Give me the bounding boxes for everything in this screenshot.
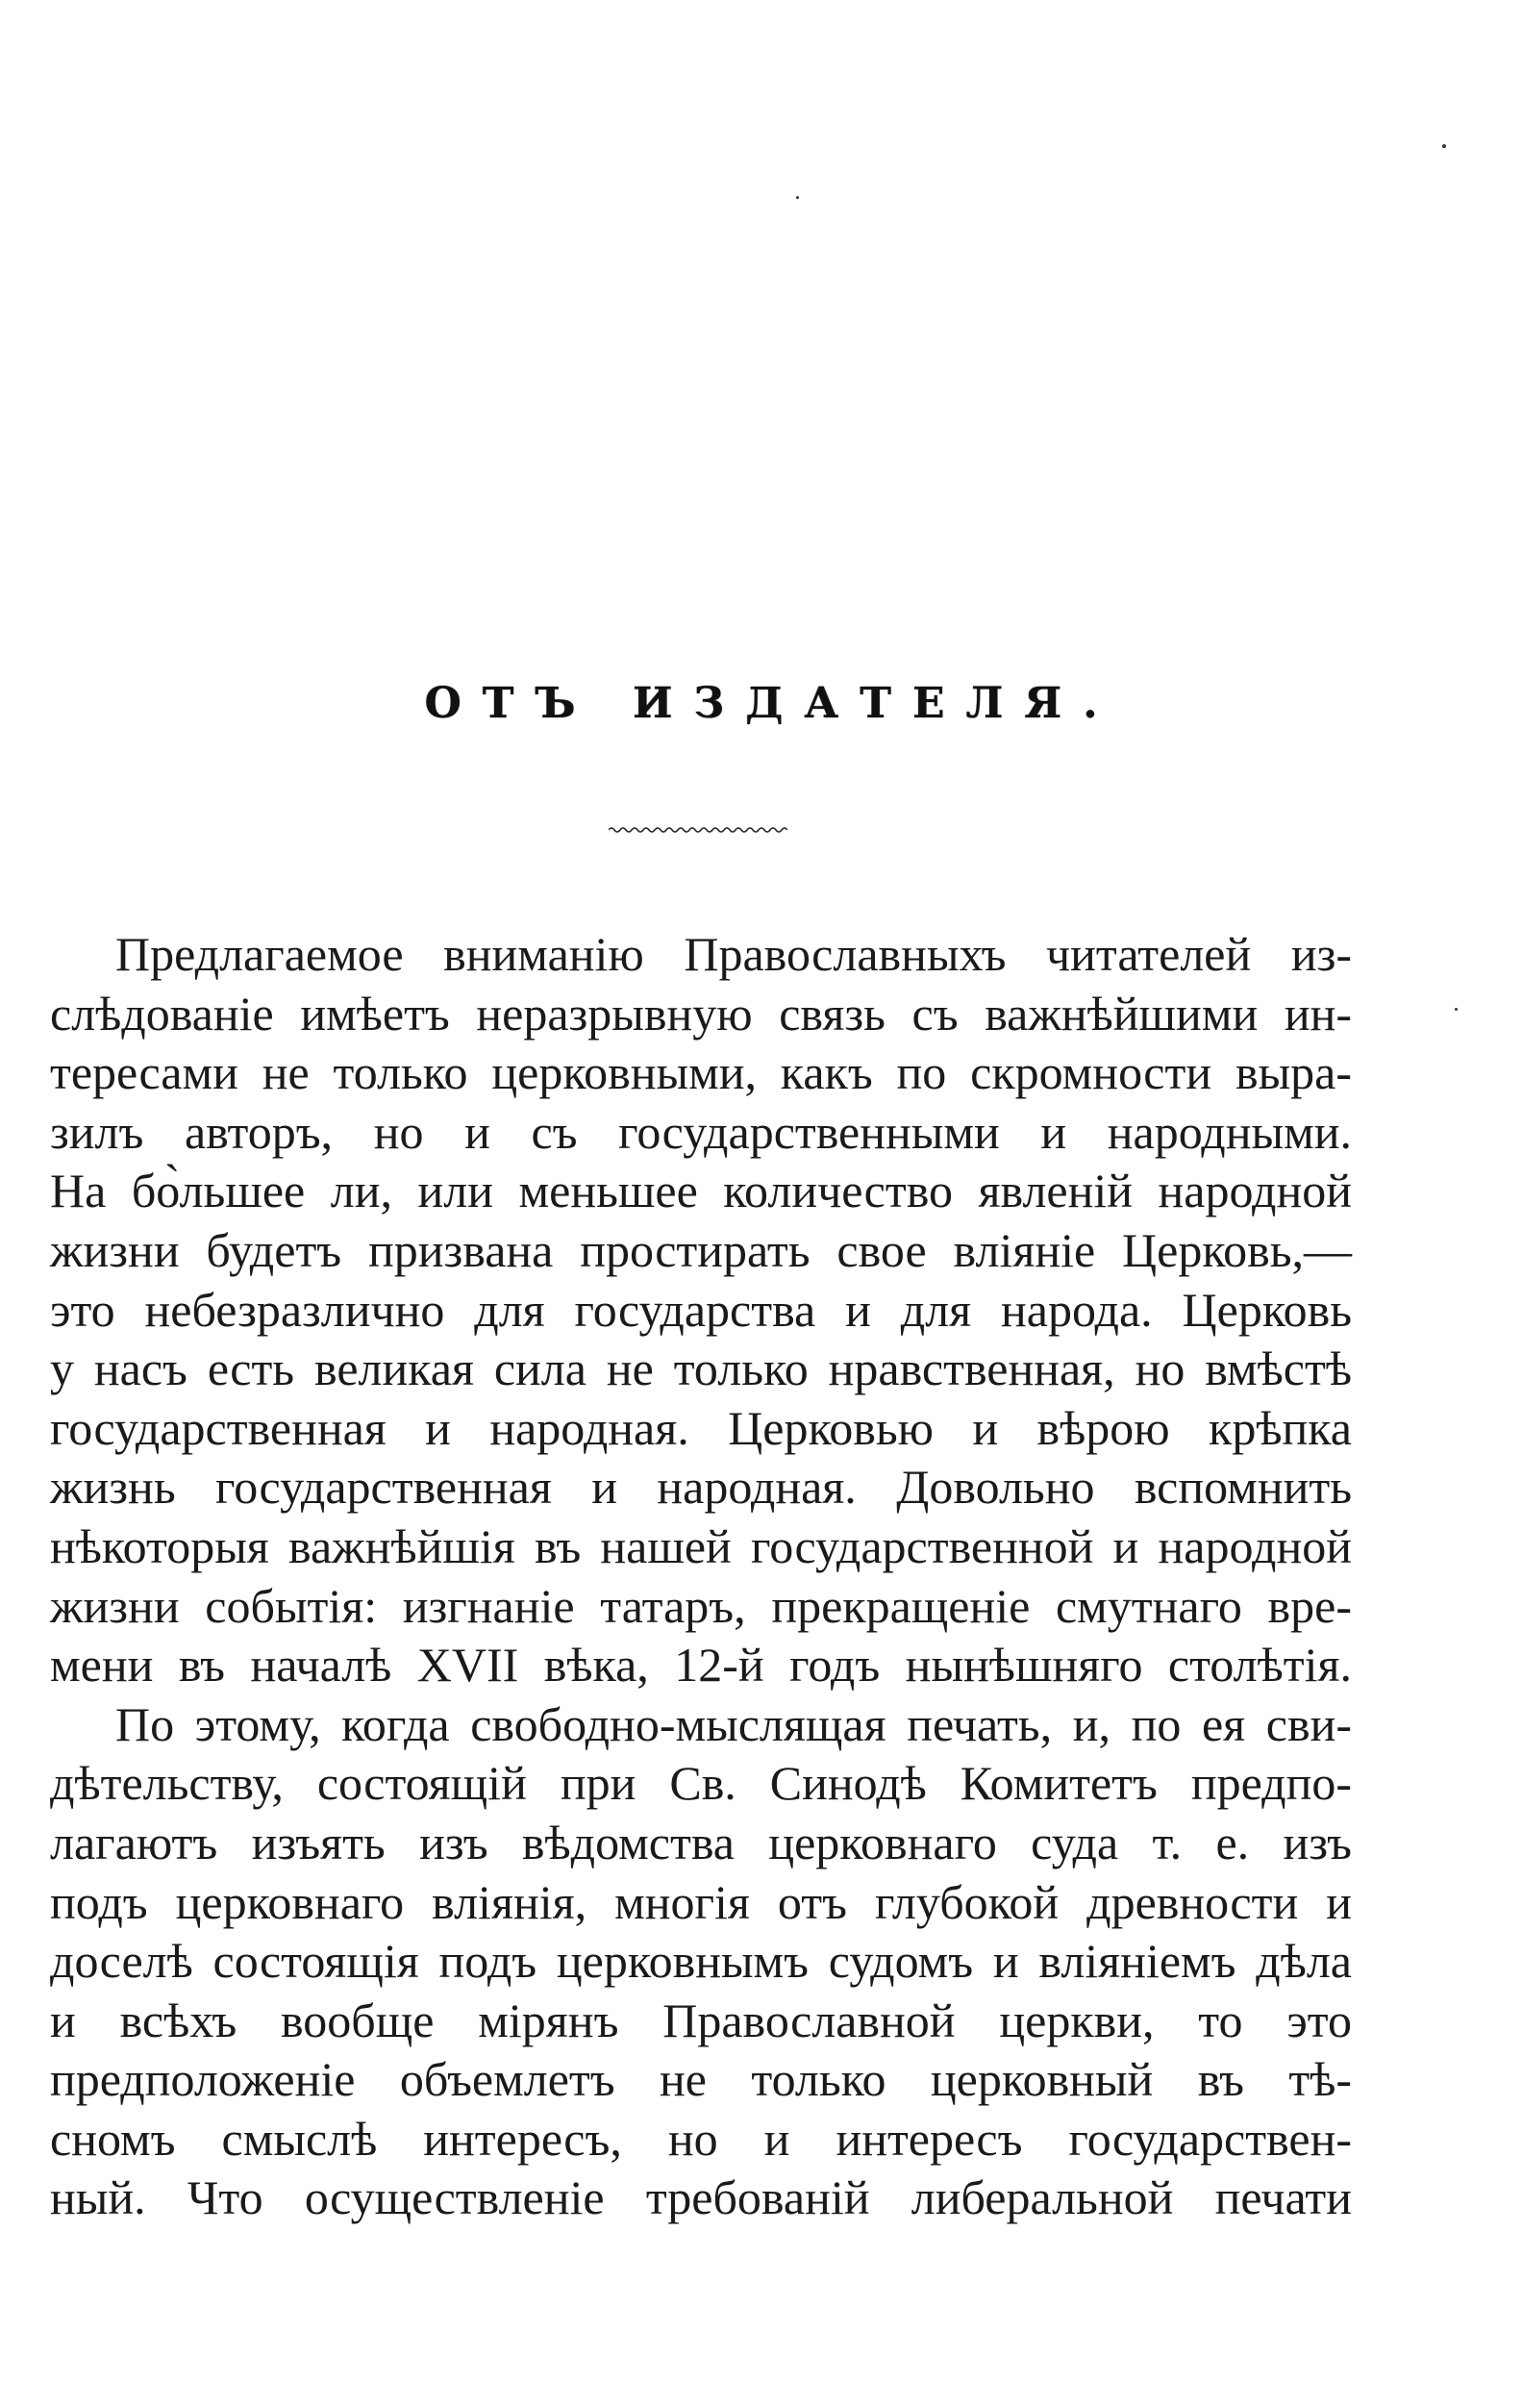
text-line: государственная и народная. Церковью и вѣрою крѣпка <box>50 1400 1352 1455</box>
text-line: зилъ авторъ, но и съ государственными и народными. <box>50 1104 1352 1159</box>
text-line: лагаютъ изъять изъ вѣдомства церковнаго суда т. е. изъ <box>50 1815 1352 1869</box>
text-line: слѣдованіе имѣетъ неразрывную связь съ важнѣйшими ин- <box>50 986 1352 1041</box>
text-line: тересами не только церковными, какъ по скромности выра- <box>50 1045 1352 1100</box>
text-line: и всѣхъ вообще мірянъ Православной церкви, то это <box>50 1993 1352 2047</box>
paragraph-2 <box>50 1695 1352 2228</box>
text-line: Предлагаемое вниманію Православныхъ читателей из- <box>115 927 1352 981</box>
text-line: По этому, когда свободно-мыслящая печать, и, по ея сви- <box>115 1696 1352 1751</box>
text-line: доселѣ состоящія подъ церковнымъ судомъ и вліяніемъ дѣла <box>50 1934 1352 1989</box>
text-line: жизни будетъ призвана простирать свое вліяніе Церковь,— <box>50 1222 1352 1277</box>
text-line: предположеніе объемлетъ не только церковный въ тѣ- <box>50 2052 1352 2107</box>
text-line: мени въ началѣ XVII вѣка, 12-й годъ нынѣшняго столѣтія. <box>50 1638 1352 1693</box>
text-line: жизнь государственная и народная. Довольно вспомнить <box>50 1460 1352 1515</box>
text-line: ный. Что осуществленіе требованій либеральной печати <box>50 2170 1352 2225</box>
text-line: нѣкоторыя важнѣйшія въ нашей государственной и народной <box>50 1518 1352 1573</box>
text-line: На бо̀льшее ли, или меньшее количество явленій народной <box>50 1164 1352 1218</box>
body-text <box>50 925 1352 2228</box>
text-line: подъ церковнаго вліянія, многія отъ глубокой древности и <box>50 1874 1352 1929</box>
decorative-rule <box>609 825 787 835</box>
scan-speck <box>1455 1008 1458 1011</box>
scan-speck <box>1442 144 1446 148</box>
page-heading: ОТЪ ИЗДАТЕЛЯ. <box>424 679 1119 728</box>
text-line: у насъ есть великая сила не только нравственная, но вмѣстѣ <box>50 1342 1352 1396</box>
text-line: сномъ смыслѣ интересъ, но и интересъ государствен- <box>50 2111 1352 2166</box>
scan-speck <box>796 196 799 199</box>
text-line: это небезразлично для государства и для народа. Церковь <box>50 1282 1352 1337</box>
paragraph-1 <box>50 925 1352 1695</box>
text-line: жизни событія: изгнаніе татаръ, прекращеніе смутнаго вре- <box>50 1578 1352 1633</box>
text-line: дѣтельству, состоящій при Св. Синодѣ Комитетъ предпо- <box>50 1756 1352 1811</box>
